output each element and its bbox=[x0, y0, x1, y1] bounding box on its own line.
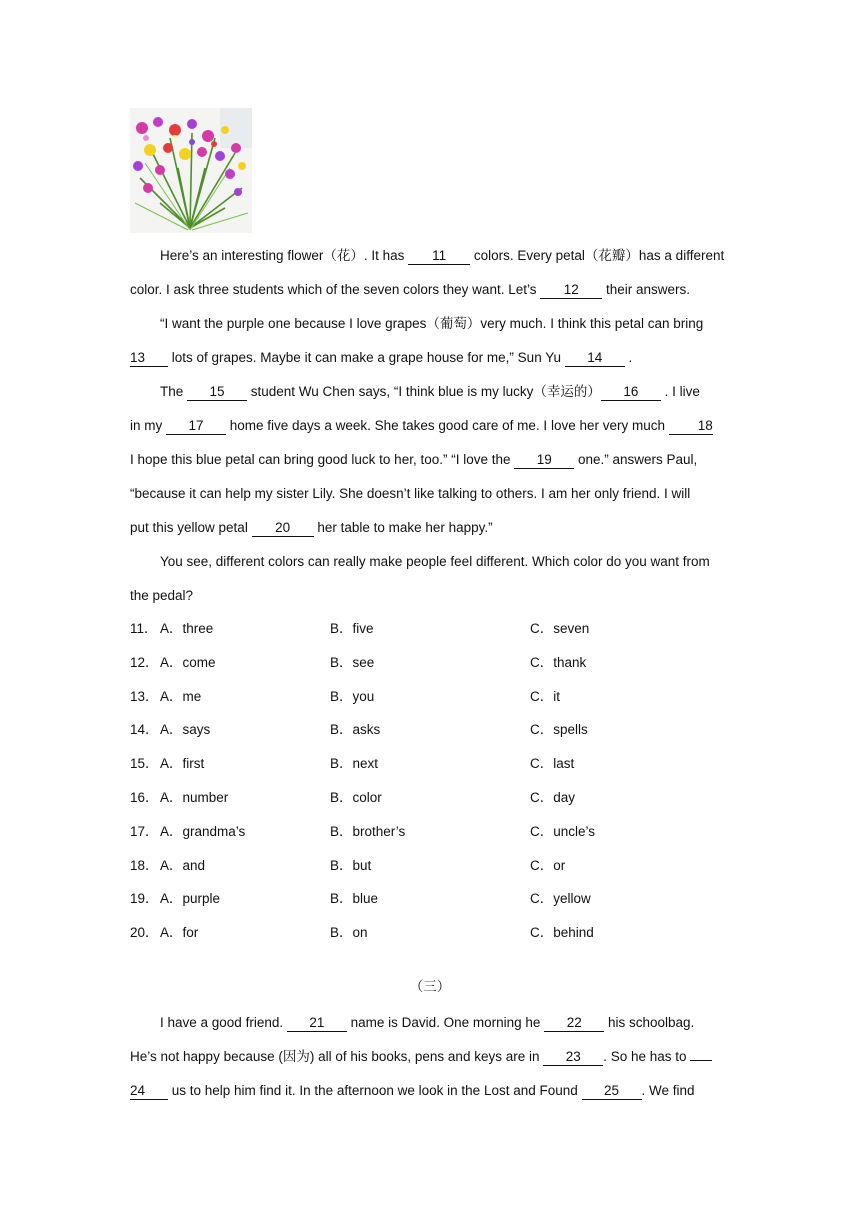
question-number: 11． bbox=[130, 621, 158, 636]
option-b[interactable]: B．color bbox=[330, 790, 382, 805]
option-a[interactable]: A．grandma’s bbox=[160, 823, 246, 839]
option-c[interactable]: C．it bbox=[530, 688, 560, 704]
option-b[interactable]: B．five bbox=[330, 621, 374, 636]
text: name is David. One morning he bbox=[346, 1015, 545, 1030]
passage-line bbox=[130, 443, 732, 477]
text: He’s not happy because (因为) all of his books, pens and keys are in bbox=[130, 1049, 544, 1064]
option-c[interactable]: C．thank bbox=[530, 654, 587, 670]
blank-11[interactable]: 11 bbox=[408, 248, 470, 265]
text: . We find bbox=[641, 1083, 695, 1098]
blank-21[interactable]: 21 bbox=[287, 1015, 347, 1032]
option-c[interactable]: C．last bbox=[530, 756, 575, 772]
question-row bbox=[130, 646, 730, 680]
text: color. I ask three students which of the seven colors they want. Let’s bbox=[130, 282, 541, 297]
option-b[interactable]: B．on bbox=[330, 925, 368, 941]
question-row bbox=[130, 713, 730, 747]
option-a[interactable]: A．number bbox=[160, 790, 229, 805]
blank-18[interactable]: 18 bbox=[669, 418, 713, 435]
text: student Wu Chen says, “I think blue is my lucky（幸运的） bbox=[247, 384, 601, 399]
option-a[interactable]: A．says bbox=[160, 722, 211, 738]
blank-23[interactable]: 23 bbox=[543, 1049, 603, 1066]
text: put this yellow petal bbox=[130, 520, 252, 535]
text: in my bbox=[130, 418, 167, 433]
passage-line bbox=[130, 1074, 732, 1108]
blank-12[interactable]: 12 bbox=[540, 282, 602, 299]
text: The bbox=[160, 384, 188, 399]
option-a[interactable]: A．first bbox=[160, 756, 205, 772]
question-row bbox=[130, 815, 730, 849]
text: her table to make her happy.” bbox=[313, 520, 493, 535]
passage-line bbox=[130, 307, 762, 341]
option-a[interactable]: A．and bbox=[160, 857, 206, 873]
question-number: 16． bbox=[130, 790, 159, 805]
option-c[interactable]: C．behind bbox=[530, 925, 594, 941]
option-b[interactable]: B．see bbox=[330, 654, 375, 670]
question-row bbox=[130, 612, 730, 646]
text: I have a good friend. bbox=[160, 1015, 287, 1030]
question-number: 13． bbox=[130, 688, 159, 704]
blank-13[interactable]: 13 bbox=[130, 350, 168, 367]
option-a[interactable]: A．for bbox=[160, 925, 199, 941]
passage-line bbox=[130, 341, 732, 375]
passage-line bbox=[130, 375, 762, 409]
option-c[interactable]: C．spells bbox=[530, 722, 588, 738]
question-row bbox=[130, 849, 730, 883]
question-number: 20． bbox=[130, 925, 159, 941]
text: home five days a week. She takes good care of me. I love her very much bbox=[226, 418, 669, 433]
text: the pedal? bbox=[130, 588, 194, 603]
question-number: 18． bbox=[130, 857, 159, 873]
blank-24-start[interactable] bbox=[690, 1060, 712, 1061]
text: . bbox=[624, 350, 633, 365]
passage-line bbox=[130, 511, 732, 545]
text: “because it can help my sister Lily. She doesn’t like talking to others. I am her only friend. I will bbox=[130, 486, 691, 501]
text: his schoolbag. bbox=[604, 1015, 695, 1030]
option-c[interactable]: C．day bbox=[530, 790, 576, 805]
blank-24[interactable]: 24 bbox=[130, 1083, 168, 1100]
passage-line bbox=[130, 239, 762, 273]
option-c[interactable]: C．uncle’s bbox=[530, 823, 596, 839]
passage-line bbox=[130, 1040, 732, 1074]
option-a[interactable]: A．come bbox=[160, 654, 216, 670]
option-b[interactable]: B．brother’s bbox=[330, 823, 406, 839]
passage-line bbox=[130, 273, 732, 307]
question-row bbox=[130, 916, 730, 950]
passage-line bbox=[130, 477, 732, 511]
blank-19[interactable]: 19 bbox=[514, 452, 574, 469]
text: . So he has to bbox=[603, 1049, 691, 1064]
option-b[interactable]: B．asks bbox=[330, 722, 381, 738]
question-number: 19． bbox=[130, 891, 159, 907]
question-number: 14． bbox=[130, 722, 159, 738]
passage-line bbox=[130, 579, 732, 613]
option-c[interactable]: C．seven bbox=[530, 621, 590, 636]
text: their answers. bbox=[602, 282, 691, 297]
text: Here’s an interesting flower（花）. It has bbox=[160, 248, 409, 263]
text: “I want the purple one because I love grapes（葡萄）very much. I think this petal can bring bbox=[160, 316, 704, 331]
question-number: 15． bbox=[130, 756, 159, 772]
text: colors. Every petal（花瓣）has a different bbox=[470, 248, 725, 263]
option-b[interactable]: B．blue bbox=[330, 891, 379, 907]
option-b[interactable]: B．you bbox=[330, 688, 375, 704]
blank-25[interactable]: 25 bbox=[582, 1083, 642, 1100]
text: one.” answers Paul, bbox=[574, 452, 698, 467]
text: us to help him find it. In the afternoon we look in the Lost and Found bbox=[168, 1083, 582, 1098]
question-row bbox=[130, 680, 730, 714]
question-row bbox=[130, 882, 730, 916]
blank-14[interactable]: 14 bbox=[565, 350, 625, 367]
text: You see, different colors can really make people feel different. Which color do you want from bbox=[160, 554, 710, 569]
option-c[interactable]: C．or bbox=[530, 857, 566, 873]
passage-line bbox=[130, 409, 732, 443]
option-c[interactable]: C．yellow bbox=[530, 891, 591, 907]
flower-bouquet-image bbox=[130, 108, 252, 233]
question-row bbox=[130, 747, 730, 781]
passage-line bbox=[130, 545, 762, 579]
option-a[interactable]: A．three bbox=[160, 621, 214, 636]
text: lots of grapes. Maybe it can make a grape house for me,” Sun Yu bbox=[168, 350, 565, 365]
blank-16[interactable]: 16 bbox=[601, 384, 661, 401]
question-number: 17． bbox=[130, 823, 159, 839]
option-b[interactable]: B．but bbox=[330, 857, 372, 873]
blank-15[interactable]: 15 bbox=[187, 384, 247, 401]
blank-22[interactable]: 22 bbox=[544, 1015, 604, 1032]
passage-line bbox=[130, 1006, 762, 1040]
blank-17[interactable]: 17 bbox=[166, 418, 226, 435]
text: . I live bbox=[660, 384, 700, 399]
option-a[interactable]: A．purple bbox=[160, 891, 221, 907]
section-heading: （三） bbox=[409, 979, 451, 994]
text: I hope this blue petal can bring good luck to her, too.” “I love the bbox=[130, 452, 515, 467]
question-number: 12． bbox=[130, 654, 159, 670]
option-b[interactable]: B．next bbox=[330, 756, 379, 772]
question-row bbox=[130, 781, 730, 815]
blank-20[interactable]: 20 bbox=[252, 520, 314, 537]
option-a[interactable]: A．me bbox=[160, 688, 202, 704]
